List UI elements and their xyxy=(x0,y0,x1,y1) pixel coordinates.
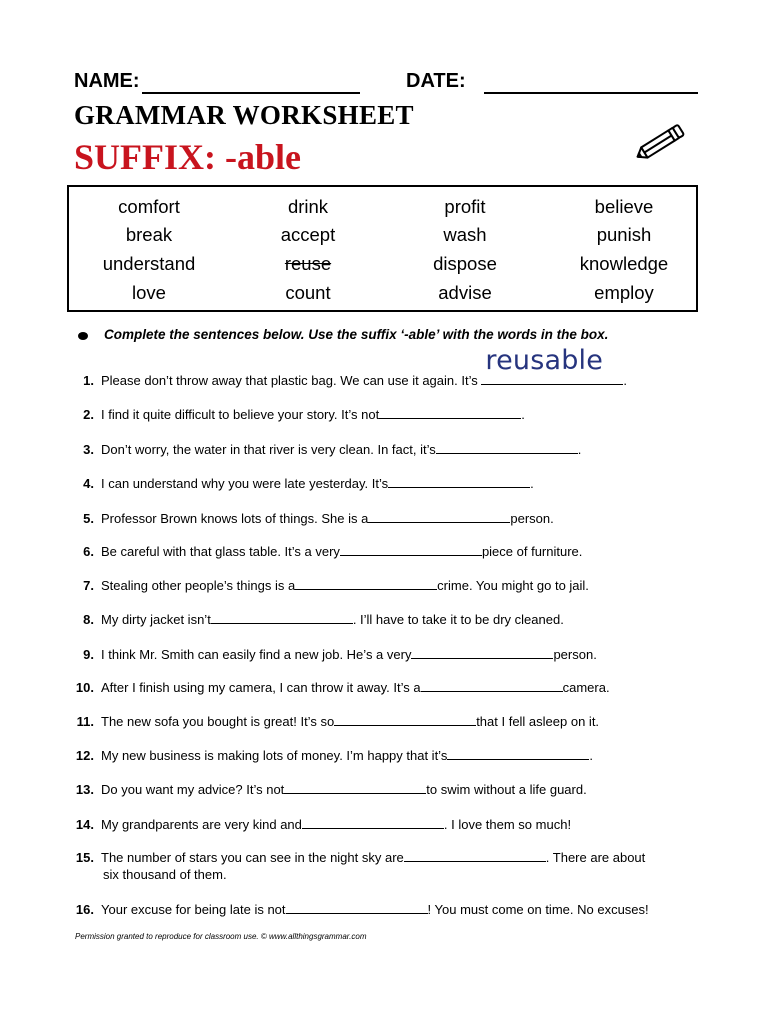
question-text-continued: six thousand of them. xyxy=(103,867,227,882)
question-number: 4. xyxy=(83,476,94,491)
word-punish: punish xyxy=(596,224,652,245)
question-text-after: . There are about xyxy=(545,850,646,865)
question-number: 3. xyxy=(83,442,94,457)
question-number: 5. xyxy=(83,511,94,526)
answer-blank[interactable] xyxy=(284,781,426,794)
question-text xyxy=(101,406,525,423)
question-text-before: Your excuse for being late is not xyxy=(101,902,286,917)
bullet-icon xyxy=(78,332,88,340)
word-count: count xyxy=(285,282,331,303)
worksheet-title: GRAMMAR WORKSHEET xyxy=(74,100,414,130)
answer-blank[interactable] xyxy=(368,510,510,523)
question-text xyxy=(101,543,582,560)
question-text-before: After I finish using my camera, I can throw it away. It’s a xyxy=(101,680,421,695)
question-text-after: . xyxy=(589,748,593,763)
question-number: 6. xyxy=(83,544,94,559)
answer-blank[interactable] xyxy=(295,577,437,590)
question-text xyxy=(101,510,554,527)
name-label: NAME: xyxy=(74,70,140,92)
answer-blank[interactable] xyxy=(436,441,578,454)
question-text-before: My grandparents are very kind and xyxy=(101,817,302,832)
date-field[interactable] xyxy=(484,92,698,94)
word-accept: accept xyxy=(280,224,336,245)
answer-blank[interactable] xyxy=(334,713,476,726)
question-text-before: My dirty jacket isn’t xyxy=(101,612,211,627)
handwritten-answer: reusable xyxy=(485,345,604,376)
question-text xyxy=(101,646,597,663)
question-text-after: . xyxy=(577,442,582,457)
question-text xyxy=(101,679,610,696)
question-text xyxy=(101,577,589,594)
question-text xyxy=(101,901,649,918)
word-break: break xyxy=(125,224,173,245)
question-text xyxy=(101,849,645,866)
answer-blank[interactable] xyxy=(388,475,530,488)
question-text-before: Don’t worry, the water in that river is very clean. In fact, it’s xyxy=(101,442,436,457)
answer-blank[interactable] xyxy=(411,646,553,659)
question-number: 13. xyxy=(75,782,94,797)
word-knowledge: knowledge xyxy=(579,253,669,274)
question-text-before: The new sofa you bought is great! It’s so xyxy=(101,714,335,729)
pencil-icon xyxy=(628,122,688,162)
answer-blank[interactable] xyxy=(286,901,428,914)
instructions: Complete the sentences below. Use the suffix ‘-able’ with the words in the box. xyxy=(104,327,609,342)
question-text-after: piece of furniture. xyxy=(481,544,583,559)
question-text-after: ! You must come on time. No excuses! xyxy=(427,902,649,917)
answer-blank[interactable] xyxy=(302,816,444,829)
name-date-header xyxy=(74,70,704,100)
question-text-after: to swim without a life guard. xyxy=(426,782,587,797)
question-text-after: that I fell asleep on it. xyxy=(476,714,600,729)
question-text-after: . xyxy=(521,407,525,422)
question-text-after: person. xyxy=(553,647,597,662)
question-number: 2. xyxy=(83,407,94,422)
word-believe: believe xyxy=(594,196,654,217)
question-number: 16. xyxy=(75,902,94,917)
name-field[interactable] xyxy=(142,92,360,94)
word-love: love xyxy=(132,282,166,303)
question-number: 14. xyxy=(75,817,94,832)
question-text-after: crime. You might go to jail. xyxy=(437,578,589,593)
question-text-before: I think Mr. Smith can easily find a new job. He’s a very xyxy=(101,647,412,662)
question-text-before: Be careful with that glass table. It’s a very xyxy=(101,544,340,559)
word-comfort: comfort xyxy=(118,196,180,217)
question-text-before: Professor Brown knows lots of things. She is a xyxy=(101,511,369,526)
question-number: 12. xyxy=(75,748,94,763)
word-box xyxy=(67,185,698,312)
question-text xyxy=(101,611,564,628)
question-number: 15. xyxy=(75,850,94,865)
question-number: 10. xyxy=(75,680,94,695)
question-text-before: My new business is making lots of money. I’m happy that it’s xyxy=(101,748,448,763)
question-text xyxy=(101,713,599,730)
question-text-before: The number of stars you can see in the night sky are xyxy=(101,850,404,865)
question-text-before: Stealing other people’s things is a xyxy=(101,578,296,593)
question-text-after: . xyxy=(623,373,627,388)
answer-blank[interactable] xyxy=(379,406,521,419)
question-text-before: Do you want my advice? It’s not xyxy=(101,782,285,797)
answer-blank[interactable] xyxy=(404,849,546,862)
question-number: 1. xyxy=(83,373,94,388)
word-reuse: reuse xyxy=(284,253,332,274)
question-text xyxy=(101,781,587,798)
question-number: 7. xyxy=(83,578,94,593)
answer-blank[interactable] xyxy=(447,747,589,760)
question-text-before: I can understand why you were late yesterday. It’s xyxy=(101,476,389,491)
answer-blank[interactable] xyxy=(481,345,623,385)
question-text-before: Please don’t throw away that plastic bag. We can use it again. It’s xyxy=(101,373,482,388)
date-label: DATE: xyxy=(406,70,466,92)
question-text-before: I find it quite difficult to believe your story. It’s not xyxy=(101,407,380,422)
question-text-after: . xyxy=(530,476,534,491)
question-number: 8. xyxy=(83,612,94,627)
question-text-after: person. xyxy=(510,511,554,526)
question-number: 11. xyxy=(76,714,94,729)
question-number: 9. xyxy=(83,647,94,662)
word-drink: drink xyxy=(287,196,329,217)
word-advise: advise xyxy=(438,282,492,303)
question-text xyxy=(101,816,571,833)
footer-credit: Permission granted to reproduce for classroom use. © www.allthingsgrammar.com xyxy=(75,932,367,941)
question-text-after: . I’ll have to take it to be dry cleaned. xyxy=(352,612,564,627)
word-profit: profit xyxy=(444,196,486,217)
question-text-after: camera. xyxy=(562,680,610,695)
word-understand: understand xyxy=(102,253,196,274)
answer-blank[interactable] xyxy=(340,543,482,556)
word-employ: employ xyxy=(594,282,654,303)
word-dispose: dispose xyxy=(433,253,497,274)
question-text xyxy=(101,747,593,764)
answer-blank[interactable] xyxy=(211,611,353,624)
answer-blank[interactable] xyxy=(421,679,563,692)
question-text xyxy=(101,345,627,389)
question-text xyxy=(101,441,581,458)
worksheet-subtitle: SUFFIX: -able xyxy=(74,137,301,177)
question-text xyxy=(101,475,534,492)
question-text-after: . I love them so much! xyxy=(443,817,572,832)
word-wash: wash xyxy=(443,224,487,245)
